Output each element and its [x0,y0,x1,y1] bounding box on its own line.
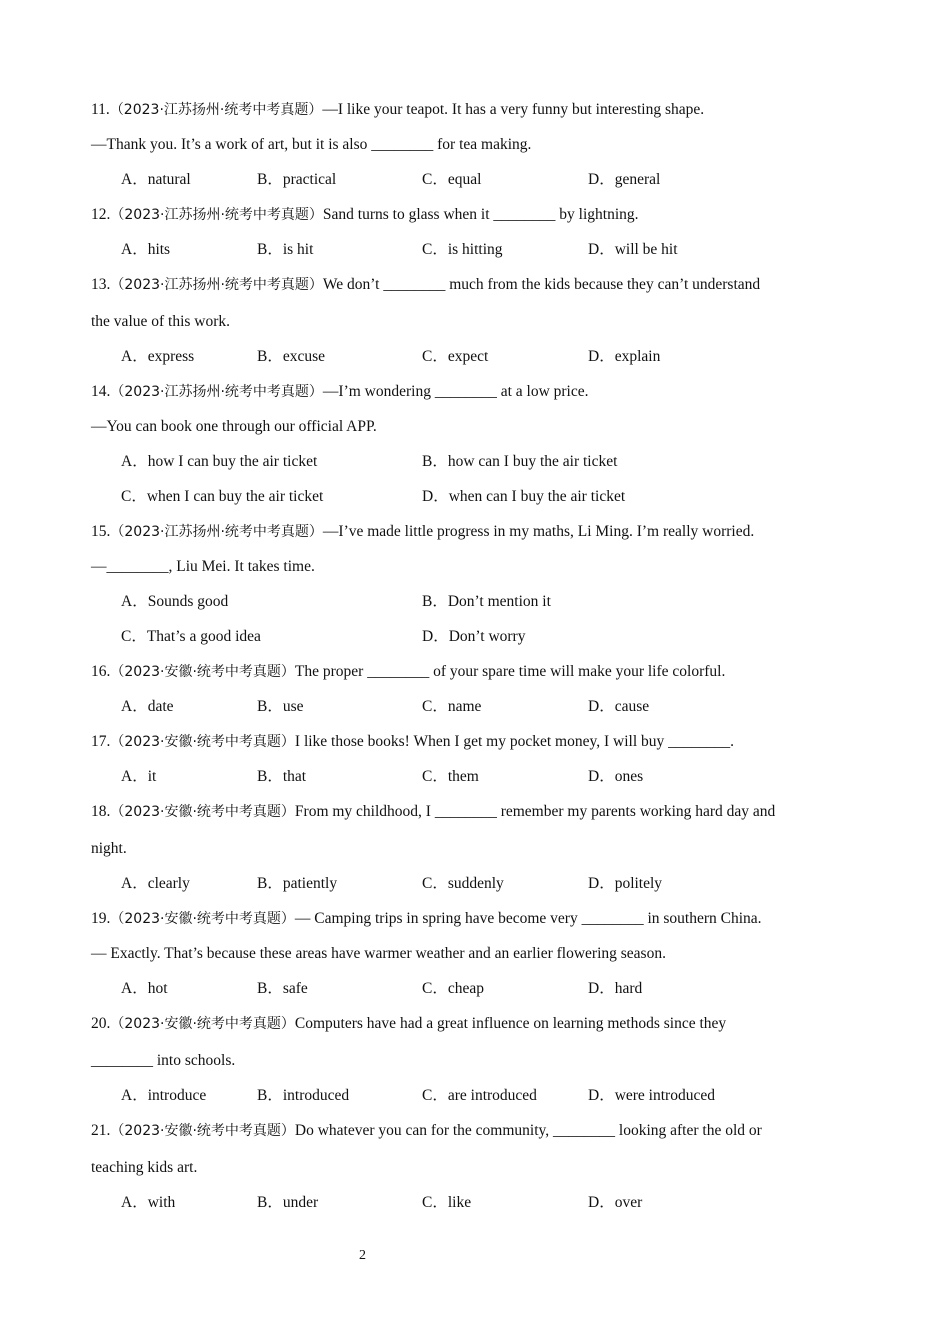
question-number: 15. [91,523,111,540]
question-14-stem [91,382,589,402]
question-20-option-d: D．were introduced [588,1087,715,1104]
question-12-option-a: A．hits [121,241,171,258]
question-source: （2023·江苏扬州·统考中考真题） [109,102,323,118]
question-source: （2023·江苏扬州·统考中考真题） [110,384,323,400]
question-19-reply: — Exactly. That’s because these areas have warmer weather and an earlier flowering season. [91,945,666,962]
question-18-stem [91,802,775,822]
question-16-option-c: C．name [422,698,482,715]
question-17-stem [91,732,734,752]
question-text: Computers have had a great influence on learning methods since they [294,1015,727,1032]
question-source: （2023·安徽·统考中考真题） [110,734,295,750]
question-21-continuation: teaching kids art. [91,1159,198,1176]
question-13-option-d: D．explain [588,348,661,365]
question-number: 16. [91,663,111,680]
question-11-reply: —Thank you. It’s a work of art, but it is also ________ for tea making. [91,136,532,153]
question-text: Do whatever you can for the community, ________ looking after the old or [294,1122,762,1139]
question-number: 11. [91,101,110,118]
question-number: 19. [91,910,111,927]
question-20-option-b: B．introduced [257,1087,350,1104]
question-16-option-a: A．date [121,698,174,715]
question-text: — Camping trips in spring have become very ________ in southern China. [294,910,762,927]
question-13-continuation: the value of this work. [91,313,231,330]
question-16-option-d: D．cause [588,698,650,715]
question-12-option-d: D．will be hit [588,241,678,258]
question-source: （2023·安徽·统考中考真题） [110,911,295,927]
question-19-option-b: B．safe [257,980,308,997]
question-text: —I’m wondering ________ at a low price. [322,383,589,400]
question-text: Sand turns to glass when it ________ by lightning. [322,206,639,223]
question-source: （2023·江苏扬州·统考中考真题） [110,524,323,540]
question-17-option-a: A．it [121,768,157,785]
question-14-option-c: C．when I can buy the air ticket [121,488,324,505]
question-11-option-a: A．natural [121,171,191,188]
question-17-option-b: B．that [257,768,307,785]
question-12-option-b: B．is hit [257,241,314,258]
question-21-option-b: B．under [257,1194,319,1211]
question-16-option-b: B．use [257,698,304,715]
question-17-option-c: C．them [422,768,479,785]
question-number: 12. [91,206,111,223]
question-number: 18. [91,803,111,820]
question-20-stem [91,1014,726,1034]
question-15-stem [91,522,754,542]
question-text: I like those books! When I get my pocket money, I will buy ________. [294,733,734,750]
question-20-option-a: A．introduce [121,1087,207,1104]
question-15-option-a: A．Sounds good [121,593,229,610]
question-13-option-b: B．excuse [257,348,326,365]
question-11-option-b: B．practical [257,171,337,188]
question-18-option-d: D．politely [588,875,663,892]
question-14-option-d: D．when can I buy the air ticket [422,488,626,505]
question-21-stem [91,1121,762,1141]
question-17-option-d: D．ones [588,768,644,785]
question-14-reply: —You can book one through our official APP. [91,418,377,435]
question-text: From my childhood, I ________ remember my parents working hard day and [294,803,776,820]
question-15-option-d: D．Don’t worry [422,628,526,645]
question-14-option-b: B．how can I buy the air ticket [422,453,618,470]
question-21-option-a: A．with [121,1194,176,1211]
question-19-option-c: C．cheap [422,980,484,997]
question-source: （2023·安徽·统考中考真题） [110,1123,295,1139]
question-18-continuation: night. [91,840,127,857]
question-source: （2023·安徽·统考中考真题） [110,804,295,820]
question-20-continuation: ________ into schools. [91,1052,236,1069]
question-text: We don’t ________ much from the kids because they can’t understand [322,276,761,293]
question-19-stem [91,909,762,929]
question-20-option-c: C．are introduced [422,1087,537,1104]
question-18-option-b: B．patiently [257,875,338,892]
question-text: The proper ________ of your spare time will make your life colorful. [294,663,726,680]
question-number: 14. [91,383,111,400]
question-source: （2023·安徽·统考中考真题） [110,664,295,680]
question-11-option-d: D．general [588,171,661,188]
question-number: 21. [91,1122,111,1139]
question-12-option-c: C．is hitting [422,241,503,258]
question-14-option-a: A．how I can buy the air ticket [121,453,318,470]
question-number: 17. [91,733,111,750]
page-number: 2 [359,1248,366,1263]
question-19-option-d: D．hard [588,980,643,997]
question-13-option-c: C．expect [422,348,489,365]
question-16-stem [91,662,725,682]
question-source: （2023·江苏扬州·统考中考真题） [110,207,323,223]
question-text: —I like your teapot. It has a very funny but interesting shape. [322,101,705,118]
question-12-stem [91,205,639,225]
question-13-stem [91,275,760,295]
question-source: （2023·安徽·统考中考真题） [110,1016,295,1032]
question-21-option-d: D．over [588,1194,643,1211]
question-21-option-c: C．like [422,1194,472,1211]
question-18-option-c: C．suddenly [422,875,504,892]
question-number: 20. [91,1015,111,1032]
question-11-option-c: C．equal [422,171,482,188]
question-19-option-a: A．hot [121,980,168,997]
question-13-option-a: A．express [121,348,195,365]
question-15-option-c: C．That’s a good idea [121,628,261,645]
question-15-option-b: B．Don’t mention it [422,593,551,610]
question-15-reply: —________, Liu Mei. It takes time. [91,558,315,575]
question-number: 13. [91,276,111,293]
question-text: —I’ve made little progress in my maths, Li Ming. I’m really worried. [322,523,755,540]
question-11-stem [91,100,704,120]
question-source: （2023·江苏扬州·统考中考真题） [110,277,323,293]
question-18-option-a: A．clearly [121,875,190,892]
